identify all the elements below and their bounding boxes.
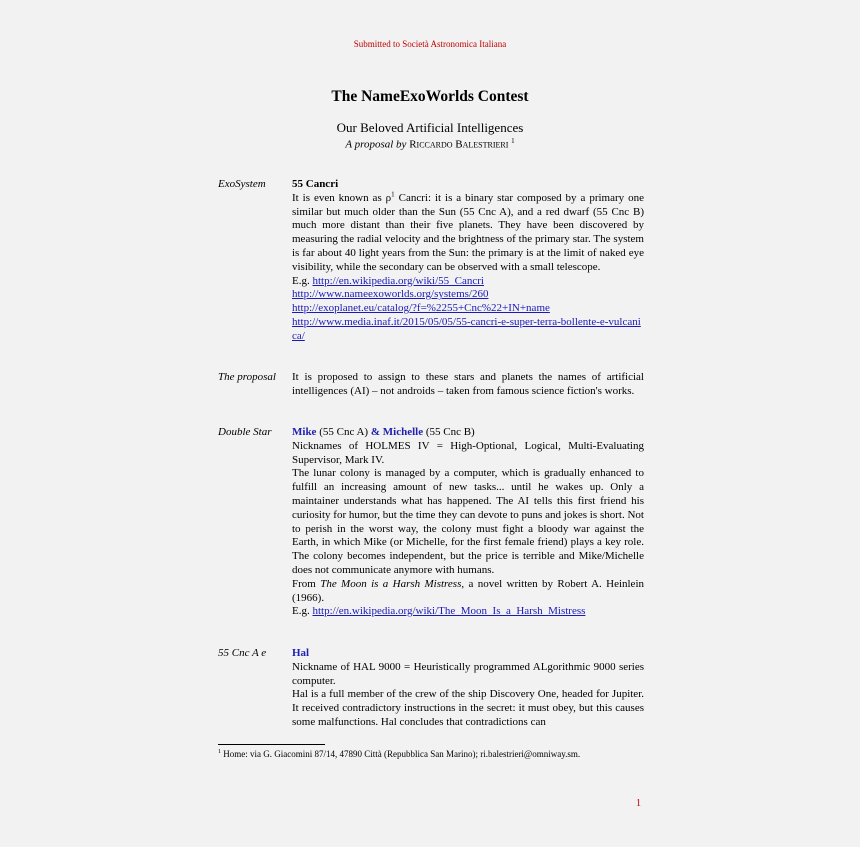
- link-moon-harsh-mistress[interactable]: http://en.wikipedia.org/wiki/The_Moon_Is_a_Harsh_Mistress: [312, 605, 586, 618]
- eg-label: E.g.: [292, 274, 310, 287]
- footnote: [218, 749, 648, 759]
- novel-title: The Moon is a Harsh Mistress: [320, 577, 462, 590]
- name-hal: Hal: [292, 647, 310, 659]
- link-wikipedia[interactable]: http://en.wikipedia.org/wiki/55_Cancri: [312, 274, 484, 287]
- name-mike: Mike: [292, 426, 317, 438]
- section-label: The proposal: [218, 371, 276, 383]
- document-title: The NameExoWorlds Contest: [331, 88, 529, 105]
- nickname-text: Nickname of HAL 9000 = Heuristically programmed ALgorithmic 9000 series computer.: [292, 660, 644, 687]
- section-body: [292, 647, 644, 730]
- section-body: [292, 371, 644, 399]
- names-line: [292, 426, 644, 440]
- section-body: [292, 426, 644, 619]
- section-text: It is even known as $\rho^1$ Cancri: it is a binary star composed by a primary one similar but much older than the Sun (55 Cnc A), and a red dwarf (55 Cnc B) much more distant than their five planets. They have been discovered by measuring the radial velocity and the brightness of the primary star. The system is far about 40 light years from the Sun: the primary is at the limit of naked eye visibility, while the secondary can be observed with a small telescope.: [292, 190, 644, 273]
- section-label: ExoSystem: [218, 178, 266, 190]
- byline-author: Riccardo Balestrieri: [409, 138, 509, 151]
- nicknames-text: Nicknames of HOLMES IV = High-Optional, Logical, Multi-Evaluating Supervisor, Mark IV.: [292, 439, 644, 466]
- section-body: [292, 178, 644, 344]
- section-text: It is proposed to assign to these stars and planets the names of artificial intelligences (AI) – not androids – taken from famous science fiction's works.: [292, 371, 644, 397]
- footnote-divider: [218, 744, 325, 745]
- name-michelle: & Michelle: [370, 426, 424, 438]
- byline: [0, 137, 860, 151]
- links-block: [292, 605, 644, 619]
- designation-a: (55 Cnc A): [319, 426, 369, 438]
- link-exoplanet-eu[interactable]: http://exoplanet.eu/catalog/?f=%2255+Cnc%22+IN+name: [292, 302, 550, 315]
- eg-label: E.g.: [292, 605, 310, 618]
- story-text: The lunar colony is managed by a computer, which is gradually enhanced to fulfill an increasing amount of new tasks... until he wakes up. Only a maintainer understands what has happened. The AI tells this first friend his curiosity for humor, but the time they can devote to puns and jokes is short. Not to perish in the worst way, the colony must fight a bloody war against the Earth, in which Mike (or Michelle, for the first female friend) plays a key role. The colony becomes independent, but the price is terrible and Mike/Michelle does not communicate anymore with humans.: [292, 467, 644, 576]
- link-nameexoworlds[interactable]: http://www.nameexoworlds.org/systems/260: [292, 288, 489, 301]
- section-heading: 55 Cancri: [292, 178, 339, 190]
- byline-footnote-mark: 1: [511, 137, 515, 145]
- designation-b: (55 Cnc B): [425, 426, 475, 438]
- section-label: Double Star: [218, 426, 272, 438]
- byline-prefix: A proposal by: [345, 138, 407, 151]
- footnote-mark: 1: [218, 749, 221, 755]
- header-note: Submitted to Società Astronomica Italiana: [353, 39, 507, 49]
- source-text: From The Moon is a Harsh Mistress, a novel written by Robert A. Heinlein (1966).: [292, 577, 644, 604]
- story-text: Hal is a full member of the crew of the ship Discovery One, headed for Jupiter. It received contradictory instructions in the secret: it must obey, but this causes some malfunctions. Hal concludes that contradictions can: [292, 688, 644, 728]
- page-number: 1: [636, 798, 641, 809]
- link-media-inaf[interactable]: http://www.media.inaf.it/2015/05/05/55-cancri-e-super-terra-bollente-e-vulcanica/: [292, 315, 641, 342]
- footnote-text: Home: via G. Giacomini 87/14, 47890 Città (Repubblica San Marino); ri.balestrieri@omniway.sm.: [223, 749, 581, 759]
- section-label: 55 Cnc A e: [218, 647, 267, 659]
- links-block: [292, 275, 644, 344]
- document-subtitle: Our Beloved Artificial Intelligences: [336, 120, 524, 135]
